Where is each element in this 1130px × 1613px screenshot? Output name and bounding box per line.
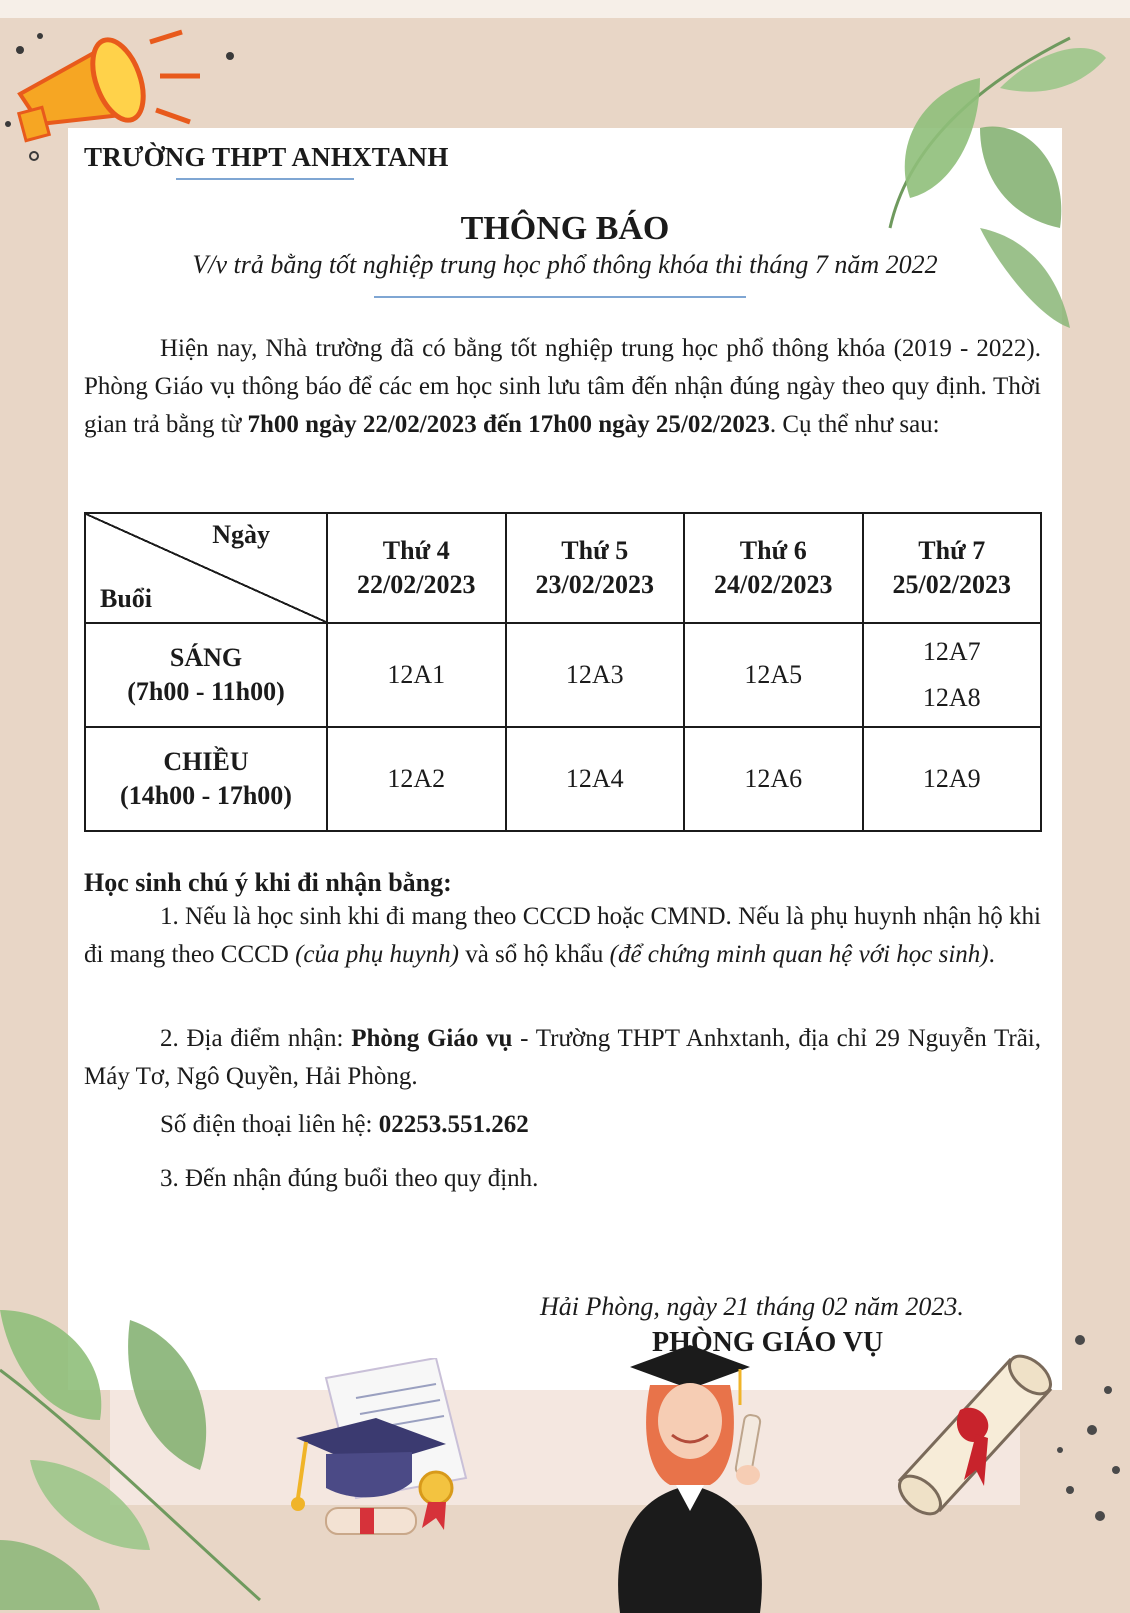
session-name: SÁNG [169, 643, 243, 672]
schedule-table [84, 512, 1042, 832]
contact-phone [84, 1106, 1041, 1144]
diploma-scroll-icon [880, 1330, 1130, 1530]
table-row [85, 623, 1041, 727]
graduation-cap-icon [286, 1358, 486, 1558]
column-date: 24/02/2023 [714, 570, 833, 599]
intro-text-end: . Cụ thể như sau: [769, 411, 940, 438]
notes-heading: Học sinh chú ý khi đi nhận bằng: [84, 868, 452, 897]
leaf-branch-icon [0, 1290, 280, 1610]
session-time: (14h00 - 17h00) [120, 781, 292, 810]
school-name: TRƯỜNG THPT ANHXTANH [84, 142, 449, 172]
note-3: 3. Đến nhận đúng buổi theo quy định. [160, 1165, 539, 1192]
signature-department: PHÒNG GIÁO VỤ [652, 1327, 884, 1358]
intro-text: Hiện nay, Nhà trường đã có bằng tốt nghiệp trung học phổ thông khóa (2019 - 2022). Phòng Giáo vụ thông báo để các em học sinh lưu tâm đến nhận đúng ngày theo quy định. Thời gian trả bằng từ [84, 335, 1041, 438]
phone-label: Số điện thoại liên hệ: [160, 1111, 379, 1138]
column-header [327, 513, 506, 623]
table-cell: 12A9 [863, 727, 1042, 831]
table-cell: 12A1 [327, 623, 506, 727]
note-2-place: Phòng Giáo vụ [351, 1025, 513, 1052]
column-day: Thứ 4 [382, 536, 450, 565]
table-row [85, 727, 1041, 831]
table-header-row [85, 513, 1041, 623]
phone-number: 02253.551.262 [378, 1111, 529, 1138]
note-2-text: 2. Địa điểm nhận: [160, 1025, 352, 1052]
column-date: 23/02/2023 [535, 570, 654, 599]
column-header [506, 513, 685, 623]
session-time: (7h00 - 11h00) [127, 677, 285, 706]
title-underline [374, 296, 746, 298]
table-cell: 12A4 [506, 727, 685, 831]
column-date: 25/02/2023 [892, 570, 1011, 599]
note-1-text: . [988, 941, 995, 968]
school-underline [176, 178, 354, 180]
graduate-student-icon [590, 1345, 790, 1613]
note-2 [84, 1020, 1041, 1096]
table-cell: 12A6 [684, 727, 863, 831]
column-header [684, 513, 863, 623]
table-cell: 12A2 [327, 727, 506, 831]
signature-date: Hải Phòng, ngày 21 tháng 02 năm 2023. [540, 1292, 964, 1321]
column-date: 22/02/2023 [357, 570, 476, 599]
note-1 [84, 898, 1041, 974]
intro-dates: 7h00 ngày 22/02/2023 đến 17h00 ngày 25/02/2023 [247, 411, 770, 438]
corner-cell [85, 513, 327, 623]
note-1-text: và sổ hộ khẩu [458, 941, 610, 968]
notice-title: THÔNG BÁO [460, 210, 670, 247]
session-name: CHIỀU [163, 747, 249, 776]
notice-subtitle: V/v trả bằng tốt nghiệp trung học phổ thông khóa thi tháng 7 năm 2022 [192, 250, 938, 279]
table-cell: 12A5 [684, 623, 863, 727]
column-day: Thứ 5 [561, 536, 629, 565]
leaf-branch-icon [870, 18, 1110, 338]
note-1-italic: (của phụ huynh) [295, 941, 459, 968]
note-1-italic: (để chứng minh quan hệ với học sinh) [609, 941, 989, 968]
column-header [863, 513, 1042, 623]
table-cell: 12A7 12A8 [863, 623, 1042, 727]
session-cell [85, 727, 327, 831]
intro-paragraph [84, 330, 1041, 444]
corner-day-label: Ngày [212, 520, 270, 549]
note-1-text: 1. Nếu là học sinh khi đi mang theo CCCD hoặc CMND. Nếu là phụ huynh nhận hộ khi đi mang theo CCCD [84, 903, 1041, 968]
column-day: Thứ 6 [739, 536, 807, 565]
note-2-text: - Trường THPT Anhxtanh, địa chỉ 29 Nguyễn Trãi, Máy Tơ, Ngô Quyền, Hải Phòng. [84, 1025, 1041, 1090]
corner-session-label: Buổi [100, 584, 153, 613]
column-day: Thứ 7 [918, 536, 986, 565]
session-cell [85, 623, 327, 727]
table-cell: 12A3 [506, 623, 685, 727]
